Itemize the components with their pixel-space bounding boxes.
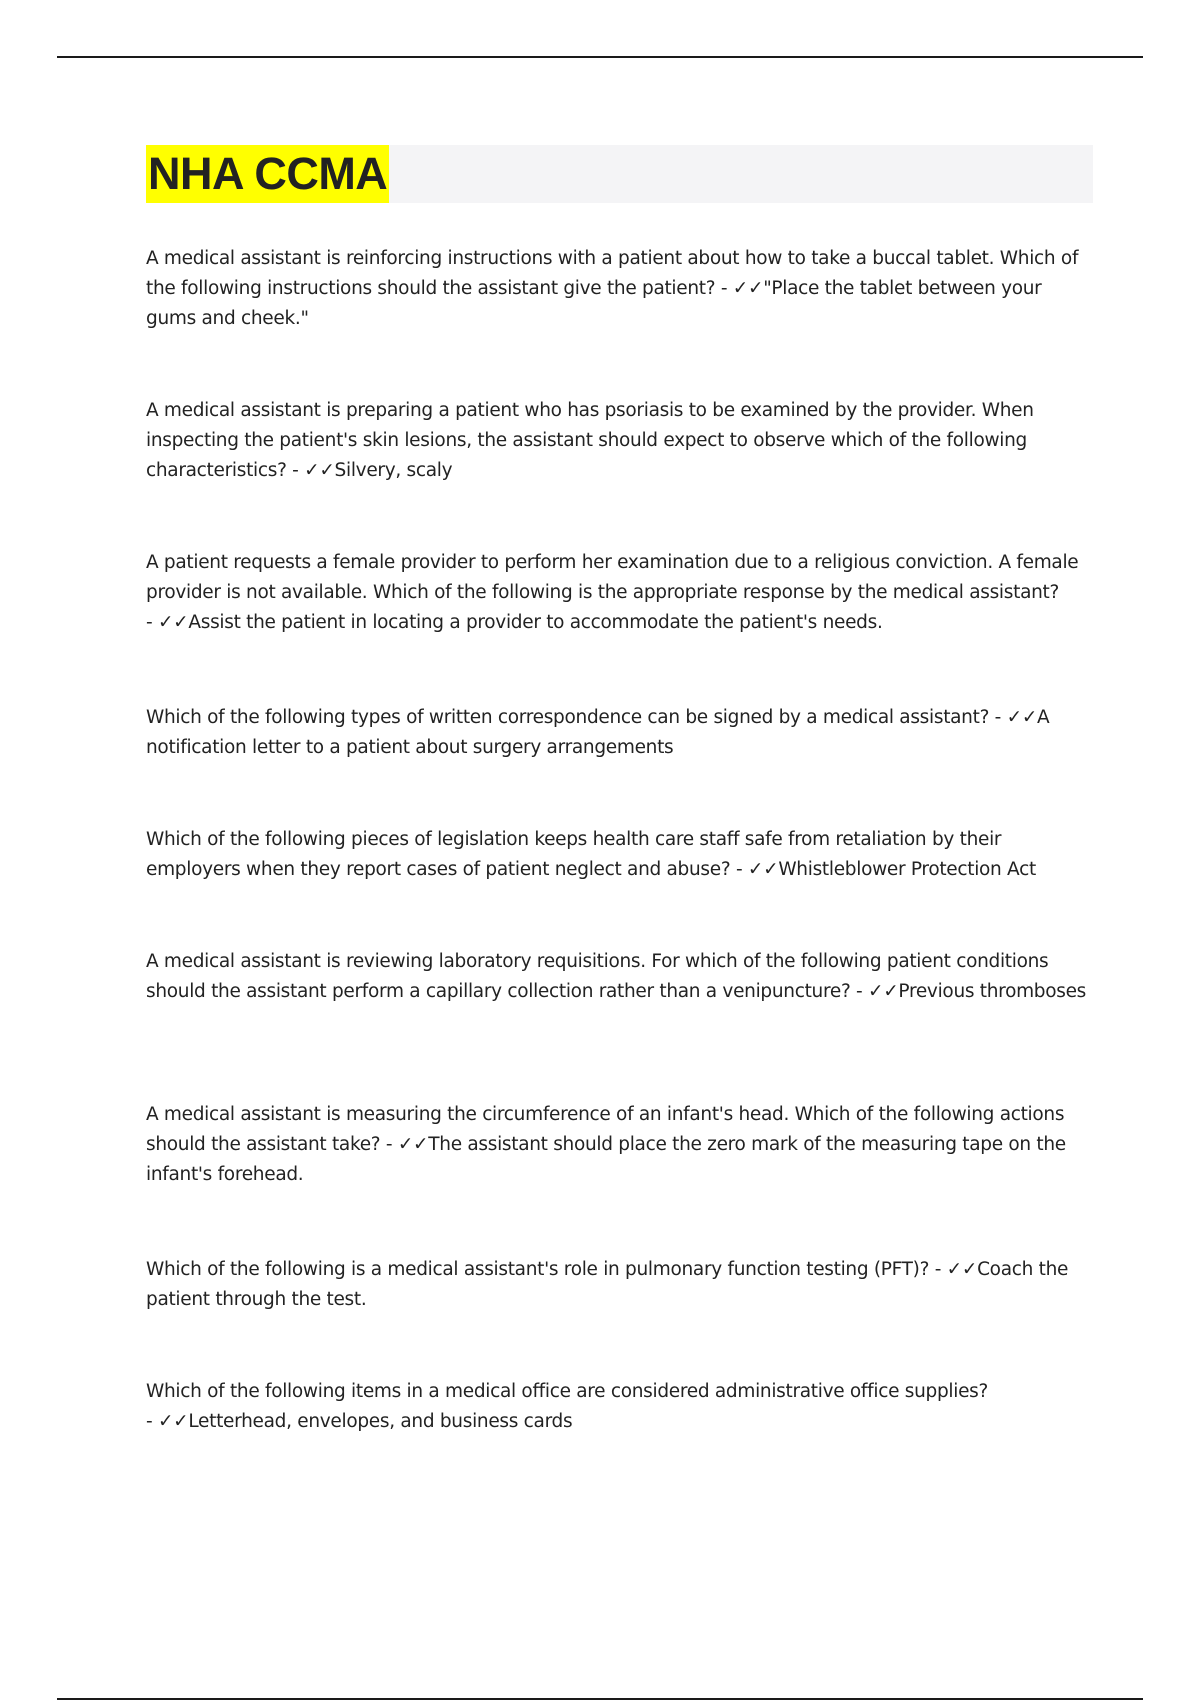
check-icon: ✓✓ [868, 981, 899, 1002]
check-icon: ✓✓ [157, 612, 189, 633]
check-icon: ✓✓ [1006, 707, 1038, 728]
answer-text: Silvery, scaly [334, 460, 453, 481]
qa-item [146, 825, 1091, 885]
answer-text: The assistant should place the zero mark of the measuring tape on the infant's forehead. [146, 1134, 1066, 1185]
check-icon: ✓✓ [946, 1259, 978, 1280]
separator: - [146, 1411, 158, 1432]
qa-item [146, 1255, 1091, 1315]
check-icon: ✓✓ [304, 460, 335, 481]
separator: - [380, 1134, 398, 1155]
answer-text: Coach the patient through the test. [146, 1259, 1069, 1310]
question-text: Which of the following types of written correspondence can be signed by a medical assistant? [146, 707, 990, 728]
answer-text: Assist the patient in locating a provider to accommodate the patient's needs. [188, 612, 883, 633]
qa-item [146, 548, 1091, 638]
check-icon: ✓✓ [157, 1411, 189, 1432]
qa-item [146, 947, 1091, 1007]
separator: - [989, 707, 1007, 728]
question-text: Which of the following is a medical assistant's role in pulmonary function testing (PFT)? [146, 1259, 930, 1280]
separator: - [929, 1259, 947, 1280]
question-text: Which of the following items in a medical office are considered administrative office supplies? [146, 1381, 989, 1402]
qa-item [146, 244, 1091, 334]
question-text: Which of the following pieces of legislation keeps health care staff safe from retaliation by their employers when they report cases of patient neglect and abuse? [146, 829, 1002, 880]
separator: - [146, 612, 158, 633]
separator: - [715, 278, 733, 299]
top-rule [57, 56, 1143, 58]
answer-text: Letterhead, envelopes, and business cards [188, 1411, 573, 1432]
answer-text: Whistleblower Protection Act [778, 859, 1036, 880]
qa-item [146, 1100, 1091, 1190]
question-text: A medical assistant is reinforcing instructions with a patient about how to take a buccal tablet. Which of the following instructions should the assistant give the patient? [146, 248, 1079, 299]
check-icon: ✓✓ [747, 859, 779, 880]
separator: - [850, 981, 869, 1002]
check-icon: ✓✓ [397, 1134, 429, 1155]
answer-text: "Place the tablet between your gums and cheek." [146, 278, 1042, 329]
qa-item [146, 396, 1091, 486]
question-text: A patient requests a female provider to perform her examination due to a religious conviction. A female provider is not available. Which of the following is the appropriate response by the medical assistant? [146, 552, 1079, 603]
document-title: NHA CCMA [146, 145, 389, 203]
answer-text: Previous thromboses [898, 981, 1087, 1002]
check-icon: ✓✓ [732, 278, 764, 299]
qa-item [146, 703, 1091, 763]
question-text: A medical assistant is preparing a patient who has psoriasis to be examined by the provider. When inspecting the patient's skin lesions, the assistant should expect to observe which of the following characteristics? [146, 400, 1034, 481]
separator: - [730, 859, 748, 880]
qa-item [146, 1377, 1091, 1437]
separator: - [286, 460, 305, 481]
answer-text: A notification letter to a patient about surgery arrangements [146, 707, 1050, 758]
question-text: A medical assistant is measuring the circumference of an infant's head. Which of the following actions should the assistant take? [146, 1104, 1065, 1155]
question-text: A medical assistant is reviewing laboratory requisitions. For which of the following patient conditions should the assistant perform a capillary collection rather than a venipuncture? [146, 951, 1049, 1002]
